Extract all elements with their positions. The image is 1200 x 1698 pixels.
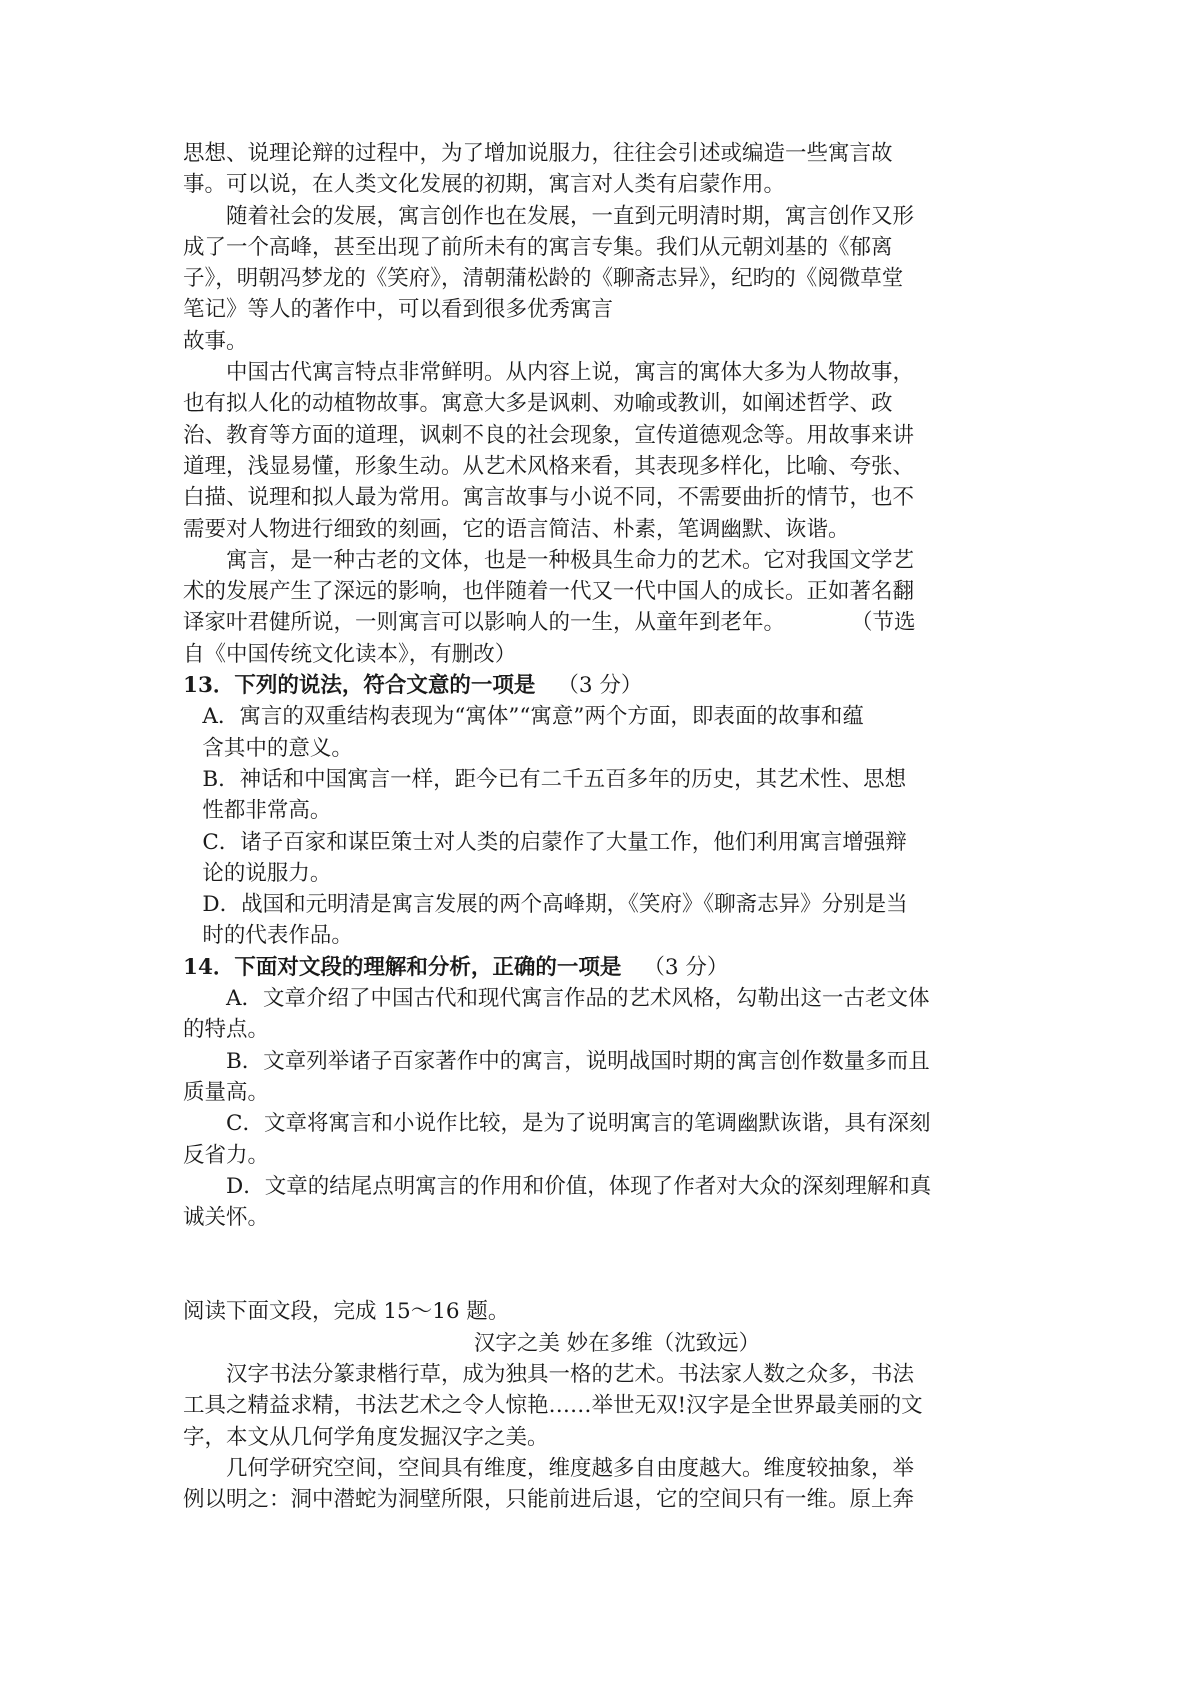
option-text: B．神话和中国寓言一样，距今已有二千五百多年的历史，其艺术性、思想 <box>202 766 907 792</box>
question-14-text: 14．下面对文段的理解和分析，正确的一项是 <box>183 954 622 980</box>
option-text: D．文章的结尾点明寓言的作用和价值，体现了作者对大众的深刻理解和真 <box>226 1173 932 1199</box>
text-line: 故事。 <box>183 328 248 354</box>
text-line: 需要对人物进行细致的刻画，它的语言简洁、朴素，笔调幽默、诙谐。 <box>183 516 850 542</box>
question-13-option-a[interactable] <box>183 701 1021 764</box>
paragraph-conclusion <box>183 545 1021 670</box>
question-14-title <box>183 952 1021 983</box>
text-line: 白描、说理和拟人最为常用。寓言故事与小说不同，不需要曲折的情节，也不 <box>183 485 915 511</box>
source-note-start: （节选 <box>851 610 916 636</box>
text-segment: 译家叶君健所说，一则寓言可以影响人的一生，从童年到老年。 <box>183 610 786 636</box>
text-line: 寓言，是一种古老的文体，也是一种极具生命力的艺术。它对我国文学艺 <box>226 547 915 573</box>
text-line: 字，本文从几何学角度发掘汉字之美。 <box>183 1424 549 1450</box>
text-line: 治、教育等方面的道理，讽刺不良的社会现象，宣传道德观念等。用故事来讲 <box>183 422 915 448</box>
text-line: 几何学研究空间，空间具有维度，维度越多自由度越大。维度较抽象，举 <box>226 1455 915 1481</box>
paragraph-geometry <box>183 1453 1021 1516</box>
reading-instruction: 阅读下面文段，完成 15～16 题。 <box>183 1299 510 1325</box>
option-text: 反省力。 <box>183 1142 270 1168</box>
question-13-option-d[interactable] <box>183 889 1021 952</box>
text-line <box>183 607 1021 638</box>
question-13-option-c[interactable] <box>183 827 1021 890</box>
option-text: C．诸子百家和谋臣策士对人类的启蒙作了大量工作，他们利用寓言增强辩 <box>202 829 907 855</box>
text-line: 汉字书法分篆隶楷行草，成为独具一格的艺术。书法家人数之众多，书法 <box>226 1361 915 1387</box>
text-line: 随着社会的发展，寓言创作也在发展，一直到元明清时期，寓言创作又形 <box>226 203 915 229</box>
text-line: 成了一个高峰，甚至出现了前所未有的寓言专集。我们从元朝刘基的《郁离 <box>183 234 893 260</box>
text-line: 子》，明朝冯梦龙的《笑府》，清朝蒲松龄的《聊斋志异》，纪昀的《阅微草堂 <box>183 266 904 292</box>
text-line: 中国古代寓言特点非常鲜明。从内容上说，寓言的寓体大多为人物故事， <box>226 360 915 386</box>
option-text: 性都非常高。 <box>202 798 332 824</box>
option-text: 论的说服力。 <box>202 860 332 886</box>
text-line: 术的发展产生了深远的影响，也伴随着一代又一代中国人的成长。正如著名翻 <box>183 579 915 605</box>
text-line: 笔记》等人的著作中，可以看到很多优秀寓言 <box>183 297 614 323</box>
question-14-option-b[interactable] <box>183 1046 1021 1109</box>
option-text: D．战国和元明清是寓言发展的两个高峰期，《笑府》《聊斋志异》分别是当 <box>202 892 908 918</box>
question-13-score: （3 分） <box>557 673 643 699</box>
option-text: 质量高。 <box>183 1079 270 1105</box>
section-spacer <box>183 1233 1021 1296</box>
question-14-option-d[interactable] <box>183 1171 1021 1234</box>
option-text: C．文章将寓言和小说作比较，是为了说明寓言的笔调幽默诙谐，具有深刻 <box>226 1111 931 1137</box>
option-text: 含其中的意义。 <box>202 735 353 761</box>
paragraph-calligraphy <box>183 1359 1021 1453</box>
option-text: 时的代表作品。 <box>202 923 353 949</box>
document-content <box>183 138 1021 1515</box>
paragraph-intro <box>183 138 1021 201</box>
text-line: 事。可以说，在人类文化发展的初期，寓言对人类有启蒙作用。 <box>183 172 786 198</box>
question-14-option-c[interactable] <box>183 1108 1021 1171</box>
passage-title: 汉字之美 妙在多维（沈致远） <box>473 1330 761 1356</box>
paragraph-features <box>183 357 1021 545</box>
text-line: 例以明之：洞中潜蛇为洞壁所限，只能前进后退，它的空间只有一维。原上奔 <box>183 1487 915 1513</box>
source-note: 自《中国传统文化读本》，有删改） <box>183 641 517 667</box>
option-text: 的特点。 <box>183 1017 270 1043</box>
question-13-text: 13．下列的说法，符合文意的一项是 <box>183 673 536 699</box>
question-14-score: （3 分） <box>643 954 729 980</box>
paragraph-yuan-ming-qing <box>183 201 1021 357</box>
text-line: 也有拟人化的动植物故事。寓意大多是讽刺、劝喻或教训，如阐述哲学、政 <box>183 391 893 417</box>
question-13-option-b[interactable] <box>183 764 1021 827</box>
option-text: B．文章列举诸子百家著作中的寓言，说明战国时期的寓言创作数量多而且 <box>226 1048 930 1074</box>
option-text: A．寓言的双重结构表现为“寓体”“寓意”两个方面，即表面的故事和蕴 <box>202 704 864 730</box>
option-text: 诚关怀。 <box>183 1205 270 1231</box>
text-line: 工具之精益求精，书法艺术之令人惊艳……举世无双!汉字是全世界最美丽的文 <box>183 1393 923 1419</box>
question-14-option-a[interactable] <box>183 983 1021 1046</box>
option-text: A．文章介绍了中国古代和现代寓言作品的艺术风格，勾勒出这一古老文体 <box>226 986 930 1012</box>
question-13-title <box>183 670 1021 701</box>
text-line: 道理，浅显易懂，形象生动。从艺术风格来看，其表现多样化，比喻、夸张、 <box>183 453 915 479</box>
text-line: 思想、说理论辩的过程中，为了增加说服力，往往会引述或编造一些寓言故 <box>183 141 893 166</box>
